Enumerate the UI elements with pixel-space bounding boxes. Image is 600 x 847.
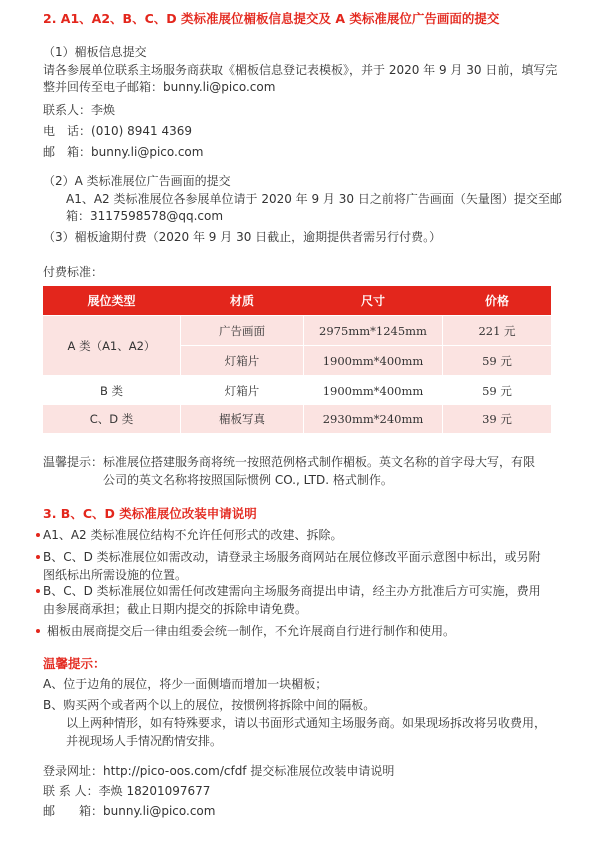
table-row <box>43 376 551 405</box>
tip1-line2: 公司的英文名称将按照国际惯例 CO., LTD. 格式制作。 <box>103 473 393 487</box>
header-size: 尺寸 <box>360 293 385 308</box>
section-3-title: 3. B、C、D 类标准展位改装申请说明 <box>43 506 257 521</box>
login-label: 登录网址： <box>43 764 104 778</box>
cell-size: 1900mm*400mm <box>322 383 424 398</box>
rule-1: A1、A2 类标准展位结构不允许任何形式的改建、拆除。 <box>43 528 343 542</box>
cell-material: 灯箱片 <box>224 383 260 398</box>
footer-email-value[interactable]: bunny.li@pico.com <box>103 804 216 818</box>
email-value: bunny.li@pico.com <box>91 145 204 159</box>
contact-value: 李焕 <box>91 103 116 117</box>
tip2-title: 温馨提示： <box>43 656 106 671</box>
phone-value: (010) 8941 4369 <box>91 124 192 138</box>
table-row <box>43 346 551 375</box>
cell-price: 39 元 <box>482 412 512 426</box>
p2-line2: 箱：3117598578@qq.com <box>66 209 224 223</box>
tip2-c2: 并视现场人手情况酌情安排。 <box>66 734 223 748</box>
cell-price: 221 元 <box>478 323 516 338</box>
p2-line1: A1、A2 类标准展位各参展单位请于 2020 年 9 月 30 日之前将广告画面（矢量图）提交至邮 <box>66 192 562 206</box>
rule-3-line1: B、C、D 类标准展位如需任何改建需向主场服务商提出申请，经主办方批准后方可实施，费用 <box>43 584 541 598</box>
login-url[interactable]: http://pico-oos.com/cfdf 提交标准展位改装申请说明 <box>103 764 395 778</box>
footer-contact-label: 联 系 人： <box>43 784 99 798</box>
table-row <box>43 316 551 345</box>
header-type: 展位类型 <box>87 293 136 308</box>
rule-2-line2: 图纸标出所需设施的位置。 <box>43 568 188 582</box>
footer-contact-value: 李焕 18201097677 <box>98 784 211 798</box>
rule-4: 楣板由展商提交后一律由组委会统一制作，不允许展商自行进行制作和使用。 <box>47 624 456 638</box>
bullet-dot <box>36 589 40 593</box>
phone-label: 电 话： <box>43 124 92 138</box>
phone-row <box>43 122 192 140</box>
cell-size: 2975mm*1245mm <box>319 323 427 338</box>
p1-heading: （1）楣板信息提交 <box>43 45 147 59</box>
cell-price: 59 元 <box>482 353 512 368</box>
cell-type-cd: C、D 类 <box>89 412 134 426</box>
rule-2-line1: B、C、D 类标准展位如需改动，请登录主场服务商网站在展位修改平面示意图中标出，或另附 <box>43 550 541 564</box>
email-label: 邮 箱： <box>43 145 92 159</box>
cell-price: 59 元 <box>482 383 512 398</box>
footer-email-row <box>43 802 215 820</box>
p3-heading: （3）楣板逾期付费（2020 年 9 月 30 日截止，逾期提供者需另行付费。） <box>43 230 442 244</box>
footer-email-label: 邮 箱： <box>43 804 104 818</box>
header-material: 材质 <box>229 293 254 308</box>
cell-type-b: B 类 <box>99 383 124 398</box>
section-2-title: 2. A1、A2、B、C、D 类标准展位楣板信息提交及 A 类标准展位广告画面的提交 <box>43 11 500 26</box>
footer-contact-row <box>43 782 210 800</box>
tip2-c1: 以上两种情形，如有特殊要求，请以书面形式通知主场服务商。如果现场拆改将另收费用， <box>66 716 547 730</box>
bullet-dot <box>36 533 40 537</box>
cell-type-a: A 类（A1、A2） <box>67 338 156 353</box>
cell-material: 广告画面 <box>219 323 265 338</box>
cell-material: 灯箱片 <box>224 353 260 368</box>
cell-size: 1900mm*400mm <box>322 353 424 368</box>
header-price: 价格 <box>484 293 509 308</box>
cell-material: 楣板写真 <box>219 412 265 426</box>
contact-label: 联系人： <box>43 103 92 117</box>
p2-heading: （2）A 类标准展位广告画面的提交 <box>43 174 231 188</box>
table-header-row <box>43 286 551 315</box>
table-row <box>43 405 551 433</box>
tip2-a: A、位于边角的展位，将少一面侧墙而增加一块楣板； <box>43 677 328 691</box>
cell-size: 2930mm*240mm <box>322 412 424 426</box>
p1-line1: 请各参展单位联系主场服务商获取《楣板信息登记表模板》，并于 2020 年 9 月 30 日前，填写完 <box>43 63 558 77</box>
p1-line2: 整并回传至电子邮箱：bunny.li@pico.com <box>43 80 276 94</box>
rule-3-line2: 由参展商承担；截止日期内提交的拆除申请免费。 <box>43 602 308 616</box>
fee-table <box>43 286 551 433</box>
bullet-dot <box>36 629 40 633</box>
fee-label: 付费标准： <box>43 265 104 279</box>
tip1-line1: 温馨提示：标准展位搭建服务商将统一按照范例格式制作楣板。英文名称的首字母大写，有限 <box>43 455 536 469</box>
contact-row <box>43 101 115 119</box>
tip2-b: B、购买两个或者两个以上的展位，按惯例将拆除中间的隔板。 <box>43 698 376 712</box>
email-row <box>43 143 203 161</box>
bullet-dot <box>36 555 40 559</box>
login-row <box>43 762 394 780</box>
